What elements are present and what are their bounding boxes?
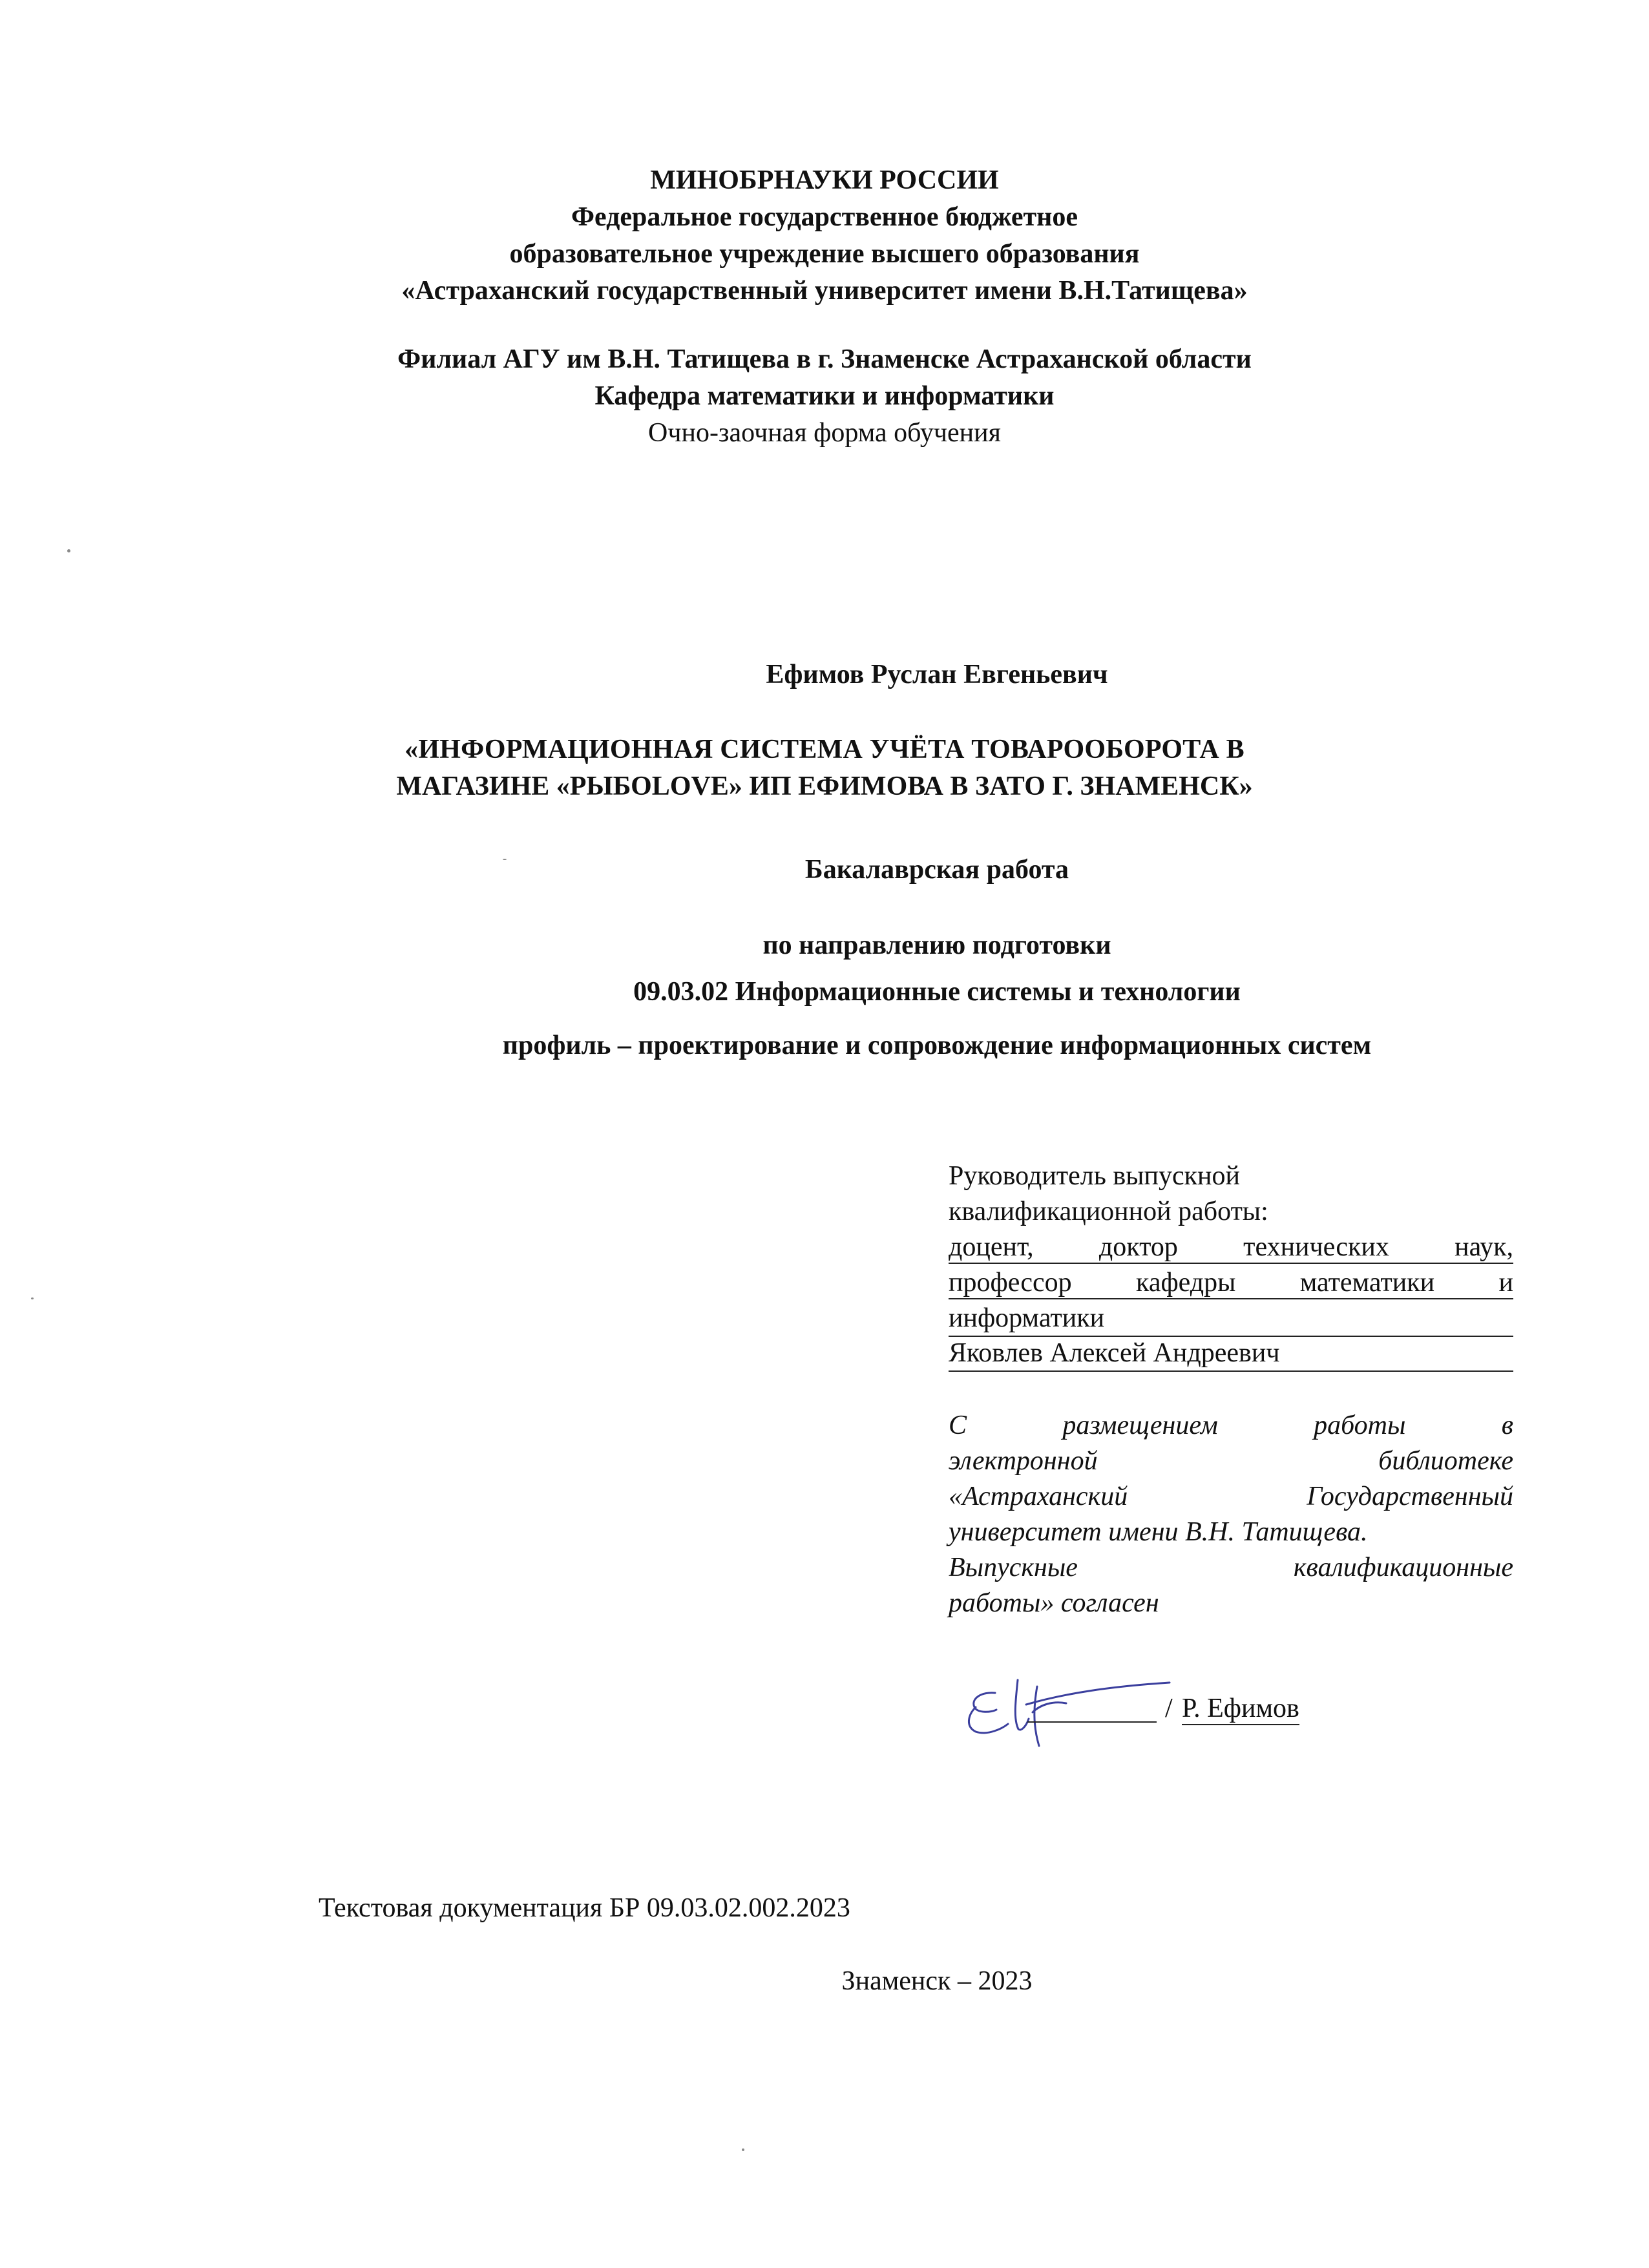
org-line-2: образовательное учреждение высшего образования xyxy=(509,239,1140,269)
scan-speck xyxy=(31,1297,34,1299)
supervisor-label-2: квалификационной работы: xyxy=(949,1197,1268,1226)
author-name: Ефимов Руслан Евгеньевич xyxy=(766,660,1108,689)
department-name: Кафедра математики и информатики xyxy=(594,381,1055,411)
supervisor-name: Яковлев Алексей Андреевич xyxy=(949,1338,1280,1368)
signature-separator: / xyxy=(1165,1694,1173,1723)
supervisor-title-3: информатики xyxy=(949,1303,1105,1333)
org-line-3: «Астраханский государственный университет имени В.Н.Татищева» xyxy=(401,276,1248,306)
consent-line-4: университет имени В.Н. Татищева. xyxy=(949,1517,1368,1547)
org-line-1: Федеральное государственное бюджетное xyxy=(571,202,1078,232)
city-year: Знаменск – 2023 xyxy=(841,1966,1033,1996)
ministry-name: МИНОБРНАУКИ РОССИИ xyxy=(650,165,999,195)
direction-code: 09.03.02 Информационные системы и технологии xyxy=(633,977,1241,1007)
scan-speck xyxy=(503,859,507,860)
signature-line xyxy=(1027,1721,1157,1723)
consent-line-5: Выпускные квалификационные xyxy=(949,1553,1513,1582)
signature-name: Р. Ефимов xyxy=(1182,1695,1299,1725)
consent-line-3: «Астраханский Государственный xyxy=(949,1482,1513,1511)
document-code: Текстовая документация БР 09.03.02.002.2023 xyxy=(319,1893,850,1923)
branch-name: Филиал АГУ им В.Н. Татищева в г. Знаменске Астраханской области xyxy=(397,344,1252,374)
direction-label: по направлению подготовки xyxy=(762,930,1111,960)
scan-speck xyxy=(742,2148,744,2151)
thesis-title-line-2: МАГАЗИНЕ «РЫБОLOVE» ИП ЕФИМОВА В ЗАТО Г. ЗНАМЕНСК» xyxy=(396,772,1253,801)
study-form: Очно-заочная форма обучения xyxy=(648,418,1001,448)
supervisor-title-1: доцент, доктор технических наук, xyxy=(949,1234,1513,1264)
consent-line-6: работы» согласен xyxy=(949,1588,1159,1618)
scan-speck xyxy=(67,549,70,552)
supervisor-name-underline xyxy=(949,1370,1513,1372)
handwritten-signature xyxy=(956,1667,1176,1751)
supervisor-label-1: Руководитель выпускной xyxy=(949,1161,1240,1191)
supervisor-title-underline xyxy=(949,1336,1513,1337)
thesis-title-line-1: «ИНФОРМАЦИОННАЯ СИСТЕМА УЧЁТА ТОВАРООБОРОТА В xyxy=(404,735,1245,764)
work-type: Бакалаврская работа xyxy=(804,855,1069,885)
direction-profile: профиль – проектирование и сопровождение информационных систем xyxy=(502,1031,1372,1060)
supervisor-title-2: профессор кафедры математики и xyxy=(949,1269,1513,1299)
consent-line-1: С размещением работы в xyxy=(949,1411,1513,1440)
consent-line-2: электронной библиотеке xyxy=(949,1446,1513,1476)
